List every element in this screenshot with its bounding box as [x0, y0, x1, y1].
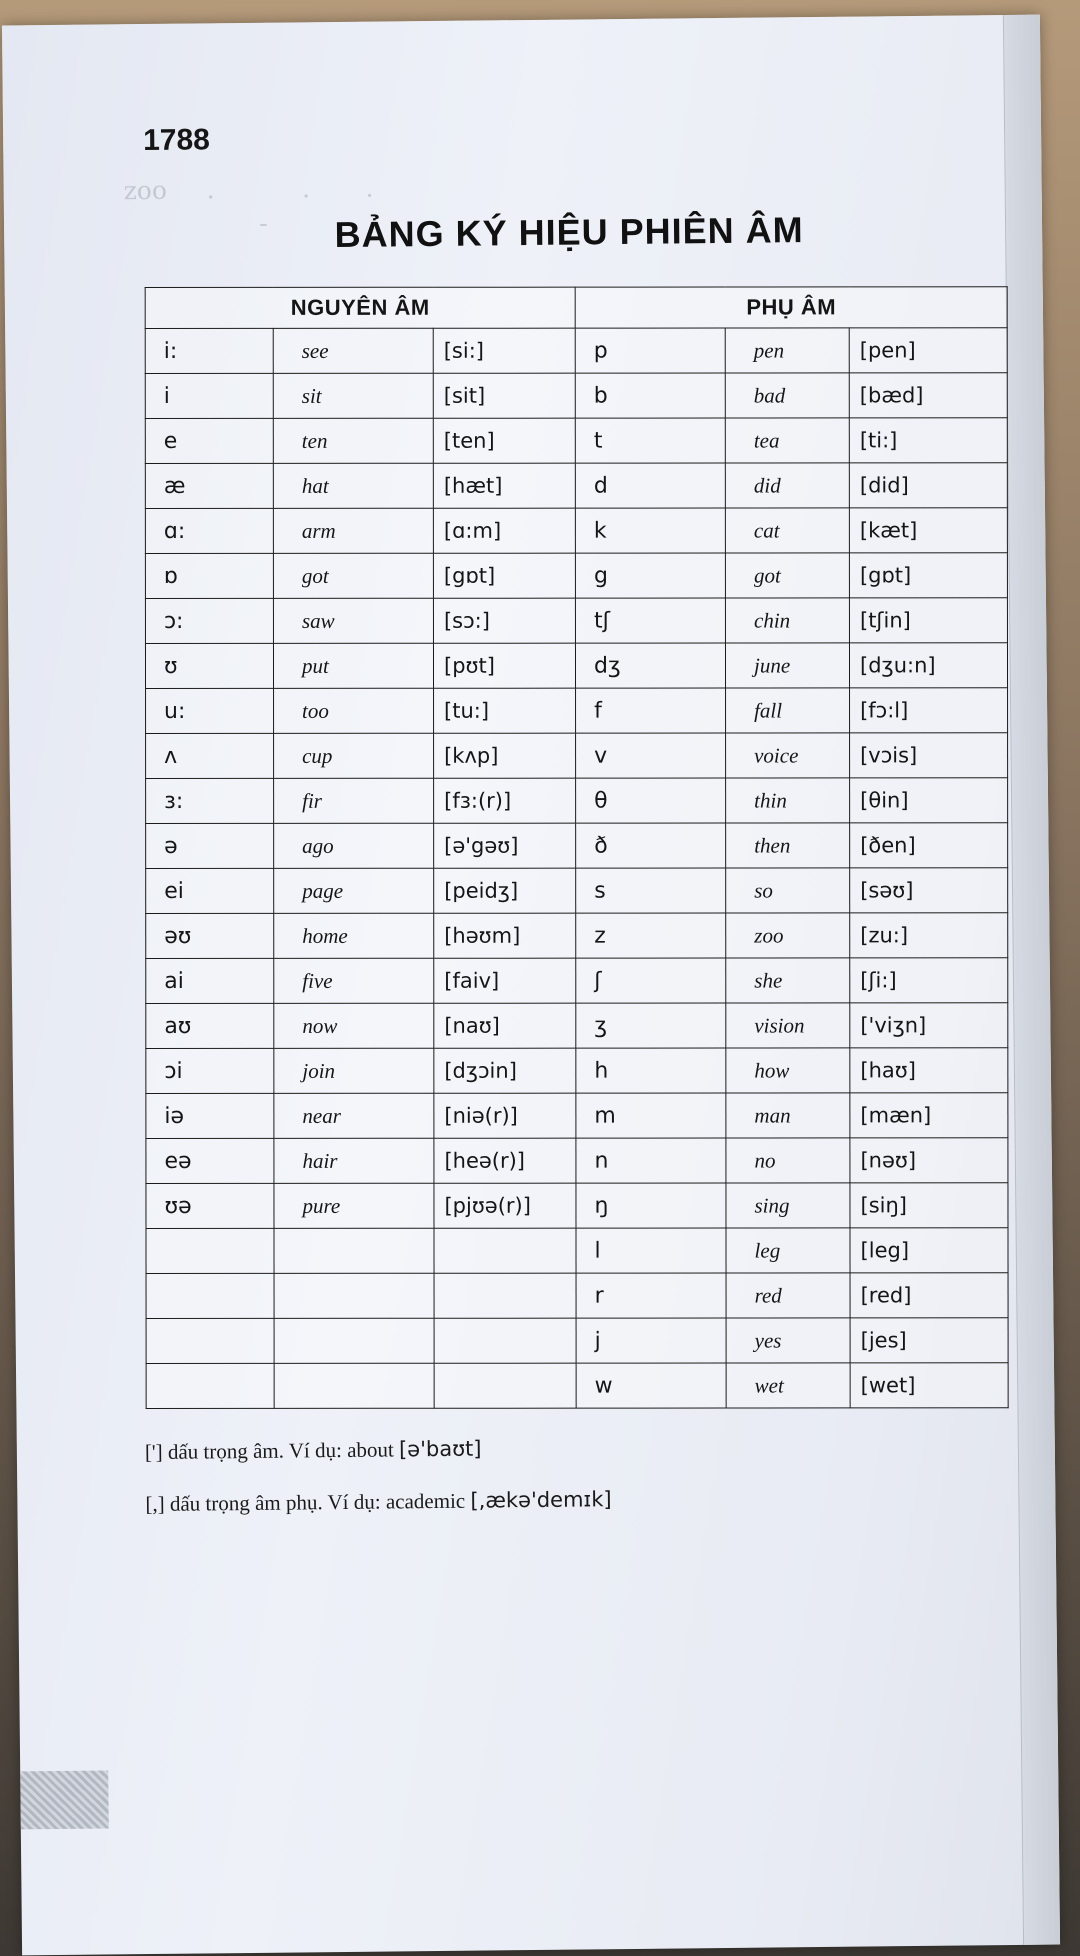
consonant-transcription: [siŋ] — [850, 1183, 1008, 1228]
vowel-example-word: five — [274, 958, 434, 1003]
vowel-symbol: ei — [146, 868, 274, 913]
table-row — [145, 463, 1007, 509]
consonant-example-word: voice — [726, 733, 850, 778]
consonant-example-word: vision — [726, 1003, 850, 1048]
table-row — [146, 913, 1008, 959]
consonant-example-word: so — [726, 868, 850, 913]
vowel-example-word: fir — [274, 778, 434, 823]
note-example: [ə'baʊt] — [398, 1436, 482, 1462]
vowel-example-word — [274, 1228, 434, 1273]
vowel-example-word: pure — [274, 1183, 434, 1228]
consonant-symbol: p — [575, 328, 725, 373]
table-row — [145, 643, 1007, 689]
vowel-example-word: near — [274, 1093, 434, 1138]
consonant-transcription: [pen] — [849, 328, 1007, 373]
consonant-symbol: θ — [576, 778, 726, 823]
consonant-symbol: t — [575, 418, 725, 463]
consonant-transcription: [ti:] — [849, 418, 1007, 463]
consonant-transcription: ['viʒn] — [850, 1003, 1008, 1048]
consonant-example-word: cat — [725, 508, 849, 553]
consonant-example-word: leg — [726, 1228, 850, 1273]
table-row — [146, 1228, 1008, 1274]
vowel-transcription: [ə'gəʊ] — [434, 823, 576, 868]
consonant-transcription: [dʒu:n] — [850, 643, 1008, 688]
phonetic-table-wrapper — [145, 286, 1008, 1409]
consonant-transcription: [haʊ] — [850, 1048, 1008, 1093]
consonant-example-word: she — [726, 958, 850, 1003]
consonant-example-word: pen — [725, 328, 849, 373]
vowel-example-word: arm — [273, 508, 433, 553]
note-primary-stress — [145, 1421, 612, 1478]
vowel-transcription: [heə(r)] — [434, 1138, 576, 1183]
note-secondary-stress — [145, 1473, 612, 1530]
vowel-symbol — [146, 1318, 274, 1363]
vowel-example-word: put — [273, 643, 433, 688]
consonant-symbol: r — [576, 1273, 726, 1318]
vowel-symbol: ʊ — [145, 643, 273, 688]
vowel-symbol: aʊ — [146, 1003, 274, 1048]
consonant-symbol: ð — [576, 823, 726, 868]
consonant-symbol: tʃ — [575, 598, 725, 643]
vowel-transcription — [434, 1228, 576, 1273]
consonant-example-word: no — [726, 1138, 850, 1183]
table-row — [146, 1183, 1008, 1229]
vowel-symbol: iə — [146, 1093, 274, 1138]
vowel-transcription: [sit] — [433, 373, 575, 418]
consonant-symbol: f — [576, 688, 726, 733]
consonant-symbol: z — [576, 913, 726, 958]
vowel-transcription: [si:] — [433, 328, 575, 373]
consonant-example-word: got — [725, 553, 849, 598]
bleed-through-text: zoo . . . - — [123, 173, 374, 308]
vowel-transcription: [fɜ:(r)] — [434, 778, 576, 823]
consonant-transcription: [nəʊ] — [850, 1138, 1008, 1183]
consonant-symbol: d — [575, 463, 725, 508]
consonants-header: PHỤ ÂM — [575, 287, 1007, 328]
consonant-transcription: [tʃin] — [849, 598, 1007, 643]
consonant-transcription: [ʃi:] — [850, 958, 1008, 1003]
page-title: BẢNG KÝ HIỆU PHIÊN ÂM — [334, 209, 804, 256]
vowel-example-word: ten — [273, 418, 433, 463]
consonant-symbol: n — [576, 1138, 726, 1183]
consonant-symbol: m — [576, 1093, 726, 1138]
vowel-example-word: home — [274, 913, 434, 958]
consonant-transcription: [did] — [849, 463, 1007, 508]
vowel-transcription: [pʊt] — [433, 643, 575, 688]
vowel-symbol: ɑ: — [145, 508, 273, 553]
vowel-example-word: cup — [274, 733, 434, 778]
table-row — [146, 1273, 1008, 1319]
notes — [145, 1421, 612, 1530]
vowel-transcription: [ten] — [433, 418, 575, 463]
book-page — [2, 15, 1060, 1956]
vowel-example-word: now — [274, 1003, 434, 1048]
page-number: 1788 — [142, 123, 211, 158]
vowels-header: NGUYÊN ÂM — [145, 287, 575, 328]
consonant-example-word: red — [726, 1273, 850, 1318]
vowel-symbol: ʊə — [146, 1183, 274, 1228]
vowel-example-word: see — [273, 328, 433, 373]
vowel-example-word — [274, 1363, 434, 1408]
table-row — [145, 418, 1007, 464]
vowel-example-word: got — [273, 553, 433, 598]
consonant-symbol: v — [576, 733, 726, 778]
vowel-transcription: [hæt] — [433, 463, 575, 508]
vowel-symbol: eə — [146, 1138, 274, 1183]
table-row — [146, 868, 1008, 914]
table-row — [146, 1363, 1008, 1409]
consonant-transcription: [ðen] — [850, 823, 1008, 868]
table-row — [145, 373, 1007, 419]
note-label: ['] dấu trọng âm. Ví dụ: about — [144, 1437, 400, 1465]
vowel-transcription: [faiv] — [434, 958, 576, 1003]
vowel-example-word: hat — [273, 463, 433, 508]
vowel-transcription: [həʊm] — [434, 913, 576, 958]
vowel-transcription: [tu:] — [434, 688, 576, 733]
table-row — [146, 733, 1008, 779]
table-row — [146, 688, 1008, 734]
consonant-example-word: bad — [725, 373, 849, 418]
vowel-transcription — [434, 1318, 576, 1363]
vowel-transcription: [ɑ:m] — [433, 508, 575, 553]
table-row — [145, 328, 1007, 374]
vowel-symbol: ɔi — [146, 1048, 274, 1093]
vowel-symbol: ɒ — [145, 553, 273, 598]
note-label: [,] dấu trọng âm phụ. Ví dụ: academic — [145, 1488, 471, 1517]
consonant-example-word: tea — [725, 418, 849, 463]
consonant-example-word: chin — [725, 598, 849, 643]
consonant-example-word: then — [726, 823, 850, 868]
vowel-example-word — [274, 1318, 434, 1363]
vowel-transcription: [sɔ:] — [433, 598, 575, 643]
vowel-symbol — [146, 1228, 274, 1273]
vowel-transcription: [peidʒ] — [434, 868, 576, 913]
table-row — [146, 823, 1008, 869]
vowel-transcription — [434, 1273, 576, 1318]
vowel-symbol — [146, 1363, 274, 1408]
vowel-transcription: [gɒt] — [433, 553, 575, 598]
consonant-transcription: [jes] — [850, 1318, 1008, 1363]
phonetic-table — [145, 286, 1009, 1409]
vowel-transcription: [pjʊə(r)] — [434, 1183, 576, 1228]
consonant-example-word: man — [726, 1093, 850, 1138]
page-corner-tab — [20, 1770, 109, 1829]
consonant-transcription: [wet] — [850, 1363, 1008, 1408]
consonant-example-word: fall — [726, 688, 850, 733]
vowel-symbol: æ — [145, 463, 273, 508]
table-header-row — [145, 287, 1007, 329]
vowel-symbol: i — [145, 373, 273, 418]
table-row — [145, 508, 1007, 554]
table-row — [146, 1003, 1008, 1049]
vowel-example-word: sit — [273, 373, 433, 418]
consonant-example-word: yes — [726, 1318, 850, 1363]
consonant-symbol: w — [576, 1363, 726, 1408]
vowel-example-word: page — [274, 868, 434, 913]
consonant-transcription: [θin] — [850, 778, 1008, 823]
consonant-example-word: wet — [726, 1363, 850, 1408]
vowel-symbol — [146, 1273, 274, 1318]
vowel-example-word: too — [274, 688, 434, 733]
consonant-symbol: dʒ — [576, 643, 726, 688]
consonant-symbol: g — [575, 553, 725, 598]
table-row — [146, 1093, 1008, 1139]
vowel-symbol: u: — [146, 688, 274, 733]
consonant-transcription: [bæd] — [849, 373, 1007, 418]
vowel-example-word: hair — [274, 1138, 434, 1183]
vowel-example-word: join — [274, 1048, 434, 1093]
vowel-symbol: ʌ — [146, 733, 274, 778]
consonant-symbol: h — [576, 1048, 726, 1093]
table-body — [145, 328, 1008, 1409]
table-row — [146, 1048, 1008, 1094]
table-row — [145, 598, 1007, 644]
consonant-example-word: sing — [726, 1183, 850, 1228]
consonant-example-word: june — [726, 643, 850, 688]
vowel-example-word: ago — [274, 823, 434, 868]
vowel-symbol: e — [145, 418, 273, 463]
consonant-transcription: [fɔ:l] — [850, 688, 1008, 733]
consonant-transcription: [səʊ] — [850, 868, 1008, 913]
consonant-example-word: thin — [726, 778, 850, 823]
consonant-symbol: s — [576, 868, 726, 913]
vowel-example-word — [274, 1273, 434, 1318]
vowel-transcription: [kʌp] — [434, 733, 576, 778]
consonant-symbol: l — [576, 1228, 726, 1273]
vowel-symbol: ɜ: — [146, 778, 274, 823]
vowel-transcription: [naʊ] — [434, 1003, 576, 1048]
consonant-symbol: k — [575, 508, 725, 553]
table-row — [146, 958, 1008, 1004]
table-row — [145, 553, 1007, 599]
vowel-symbol: əʊ — [146, 913, 274, 958]
vowel-transcription: [niə(r)] — [434, 1093, 576, 1138]
vowel-symbol: i: — [145, 328, 273, 373]
consonant-transcription: [gɒt] — [849, 553, 1007, 598]
vowel-example-word: saw — [273, 598, 433, 643]
table-row — [146, 1138, 1008, 1184]
consonant-transcription: [kæt] — [849, 508, 1007, 553]
vowel-symbol: ɔ: — [145, 598, 273, 643]
vowel-symbol: ə — [146, 823, 274, 868]
vowel-transcription: [dʒɔin] — [434, 1048, 576, 1093]
consonant-example-word: how — [726, 1048, 850, 1093]
consonant-symbol: ŋ — [576, 1183, 726, 1228]
consonant-symbol: j — [576, 1318, 726, 1363]
vowel-symbol: ai — [146, 958, 274, 1003]
table-row — [146, 778, 1008, 824]
consonant-example-word: zoo — [726, 913, 850, 958]
consonant-transcription: [zu:] — [850, 913, 1008, 958]
consonant-transcription: [vɔis] — [850, 733, 1008, 778]
table-row — [146, 1318, 1008, 1364]
consonant-example-word: did — [725, 463, 849, 508]
consonant-symbol: ʒ — [576, 1003, 726, 1048]
consonant-transcription: [leg] — [850, 1228, 1008, 1273]
note-example: [,ækə'demɪk] — [470, 1487, 612, 1513]
consonant-transcription: [red] — [850, 1273, 1008, 1318]
consonant-symbol: b — [575, 373, 725, 418]
vowel-transcription — [434, 1363, 576, 1408]
consonant-symbol: ʃ — [576, 958, 726, 1003]
consonant-transcription: [mæn] — [850, 1093, 1008, 1138]
